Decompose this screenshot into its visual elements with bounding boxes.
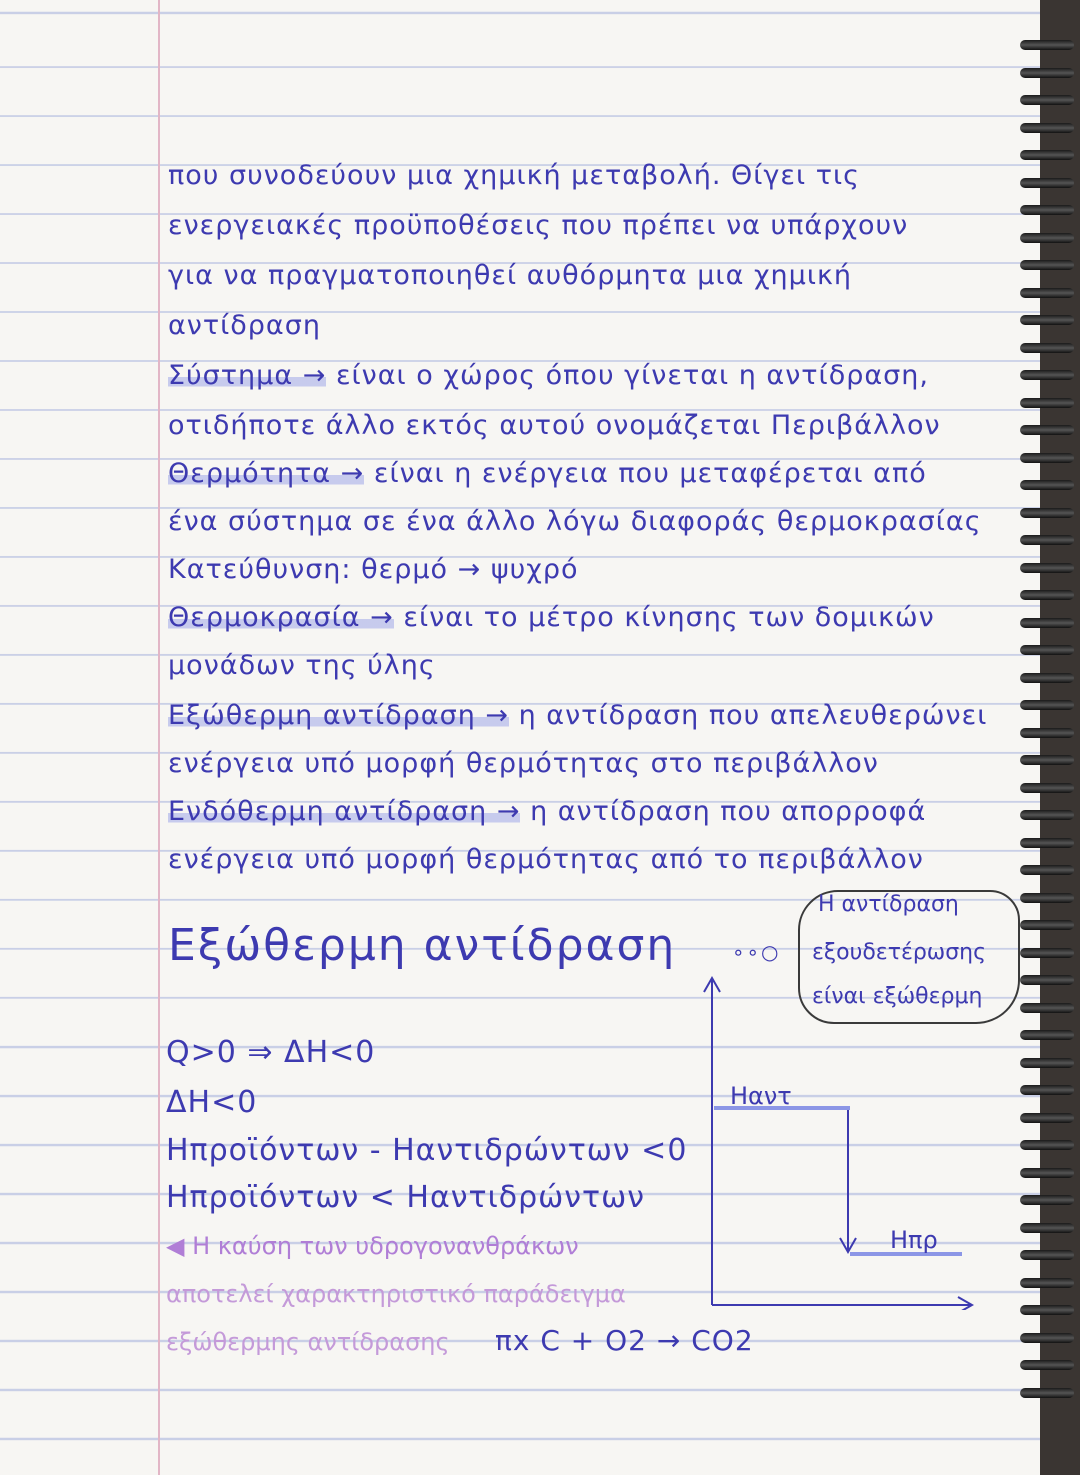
spiral-coil	[1020, 673, 1074, 683]
note-line-13: ενέργεια υπό μορφή θερμότητας στο περιβάλλον	[168, 748, 879, 779]
note-line-11: μονάδων της ύλης	[168, 650, 436, 681]
enthalpy-diagram	[700, 970, 990, 1310]
note-line-3: για να πραγματοποιηθεί αυθόρμητα μια χημική	[168, 260, 852, 291]
spiral-coil	[1020, 343, 1074, 353]
spiral-coil	[1020, 398, 1074, 408]
pencil-note-1: ◀ H καύση των υδρογονανθράκων	[166, 1232, 579, 1260]
spiral-coil	[1020, 810, 1074, 820]
spiral-coil	[1020, 1058, 1074, 1068]
definition-system-text: είναι ο χώρος όπου γίνεται η αντίδραση,	[335, 360, 929, 391]
bubble-line-2: εξουδετέρωσης	[812, 940, 987, 965]
equation-3: Hπροϊόντων - Hαντιδρώντων <0	[166, 1133, 688, 1168]
spiral-coil	[1020, 40, 1074, 50]
spiral-coil	[1020, 315, 1074, 325]
note-line-2: ενεργειακές προϋποθέσεις που πρέπει να υπάρχουν	[168, 210, 909, 241]
bubble-line-1: H αντίδραση	[818, 892, 959, 917]
spiral-coil	[1020, 1030, 1074, 1040]
spiral-coil	[1020, 178, 1074, 188]
term-endothermic: Ενδόθερμη αντίδραση →	[168, 796, 521, 827]
spiral-coil	[1020, 1085, 1074, 1095]
spiral-coil	[1020, 975, 1074, 985]
equation-2: ΔH<0	[166, 1085, 258, 1120]
spiral-coil	[1020, 1113, 1074, 1123]
spiral-coil	[1020, 260, 1074, 270]
diagram-x-arrowhead	[958, 1297, 972, 1310]
spiral-coil	[1020, 838, 1074, 848]
spiral-coil	[1020, 1195, 1074, 1205]
note-line-15: ενέργεια υπό μορφή θερμότητας από το περιβάλλον	[168, 844, 924, 875]
term-exothermic: Εξώθερμη αντίδραση →	[168, 700, 510, 731]
term-temperature: Θερμοκρασία →	[168, 602, 394, 633]
spiral-coil	[1020, 508, 1074, 518]
note-line-8: ένα σύστημα σε ένα άλλο λόγω διαφοράς θερμοκρασίας	[168, 506, 982, 537]
spiral-coil	[1020, 1388, 1074, 1398]
definition-exothermic-text: η αντίδραση που απελευθερώνει	[518, 700, 988, 731]
bubble-line-3: είναι εξώθερμη	[812, 984, 983, 1009]
spiral-coil	[1020, 68, 1074, 78]
reaction-example: πx C + O2 → CO2	[495, 1324, 754, 1357]
spiral-coil	[1020, 205, 1074, 215]
spiral-coil	[1020, 1305, 1074, 1315]
spiral-coil	[1020, 1333, 1074, 1343]
definition-exothermic	[168, 700, 987, 731]
spiral-coil	[1020, 1003, 1074, 1013]
spiral-coil	[1020, 123, 1074, 133]
spiral-coil	[1020, 1360, 1074, 1370]
spiral-coil	[1020, 535, 1074, 545]
label-reactants: Hαντ	[730, 1082, 792, 1110]
definition-system	[168, 360, 929, 391]
spiral-coil	[1020, 1223, 1074, 1233]
spiral-coil	[1020, 728, 1074, 738]
definition-endothermic	[168, 796, 926, 827]
spiral-coil	[1020, 453, 1074, 463]
spiral-coil	[1020, 590, 1074, 600]
note-line-9: Κατεύθυνση: θερμό → ψυχρό	[168, 554, 579, 585]
pencil-note-2: αποτελεί χαρακτηριστικό παράδειγμα	[166, 1280, 626, 1308]
spiral-coil	[1020, 893, 1074, 903]
spiral-coil	[1020, 233, 1074, 243]
spiral-binding	[1020, 40, 1080, 1420]
note-line-6: οτιδήποτε άλλο εκτός αυτού ονομάζεται Περιβάλλον	[168, 410, 941, 441]
label-products: Hπρ	[890, 1226, 938, 1254]
term-system: Σύστημα →	[168, 360, 327, 391]
spiral-coil	[1020, 480, 1074, 490]
spiral-coil	[1020, 920, 1074, 930]
spiral-coil	[1020, 1250, 1074, 1260]
definition-temperature	[168, 602, 935, 633]
spiral-coil	[1020, 1140, 1074, 1150]
note-line-4: αντίδραση	[168, 310, 321, 341]
term-heat: Θερμότητα →	[168, 458, 365, 489]
spiral-coil	[1020, 865, 1074, 875]
definition-heat	[168, 458, 927, 489]
definition-temperature-text: είναι το μέτρο κίνησης των δομικών	[403, 602, 935, 633]
pencil-note-3: εξώθερμης αντίδρασης	[166, 1328, 450, 1356]
equation-1: Q>0 ⇒ ΔH<0	[166, 1035, 376, 1070]
definition-endothermic-text: η αντίδραση που απορροφά	[530, 796, 927, 827]
spiral-coil	[1020, 425, 1074, 435]
spiral-coil	[1020, 288, 1074, 298]
spiral-coil	[1020, 755, 1074, 765]
spiral-coil	[1020, 563, 1074, 573]
thought-dots: ∘∘○	[732, 940, 781, 964]
spiral-coil	[1020, 1278, 1074, 1288]
spiral-coil	[1020, 95, 1074, 105]
section-title: Εξώθερμη αντίδραση	[168, 920, 677, 971]
spiral-coil	[1020, 645, 1074, 655]
note-line-1: που συνοδεύουν μια χημική μεταβολή. Θίγει τις	[168, 160, 860, 191]
equation-4: Hπροϊόντων < Hαντιδρώντων	[166, 1180, 645, 1215]
definition-heat-text: είναι η ενέργεια που μεταφέρεται από	[373, 458, 927, 489]
spiral-coil	[1020, 150, 1074, 160]
spiral-coil	[1020, 783, 1074, 793]
margin-line	[158, 0, 160, 1475]
spiral-coil	[1020, 1168, 1074, 1178]
spiral-coil	[1020, 618, 1074, 628]
spiral-coil	[1020, 370, 1074, 380]
spiral-coil	[1020, 948, 1074, 958]
spiral-coil	[1020, 700, 1074, 710]
